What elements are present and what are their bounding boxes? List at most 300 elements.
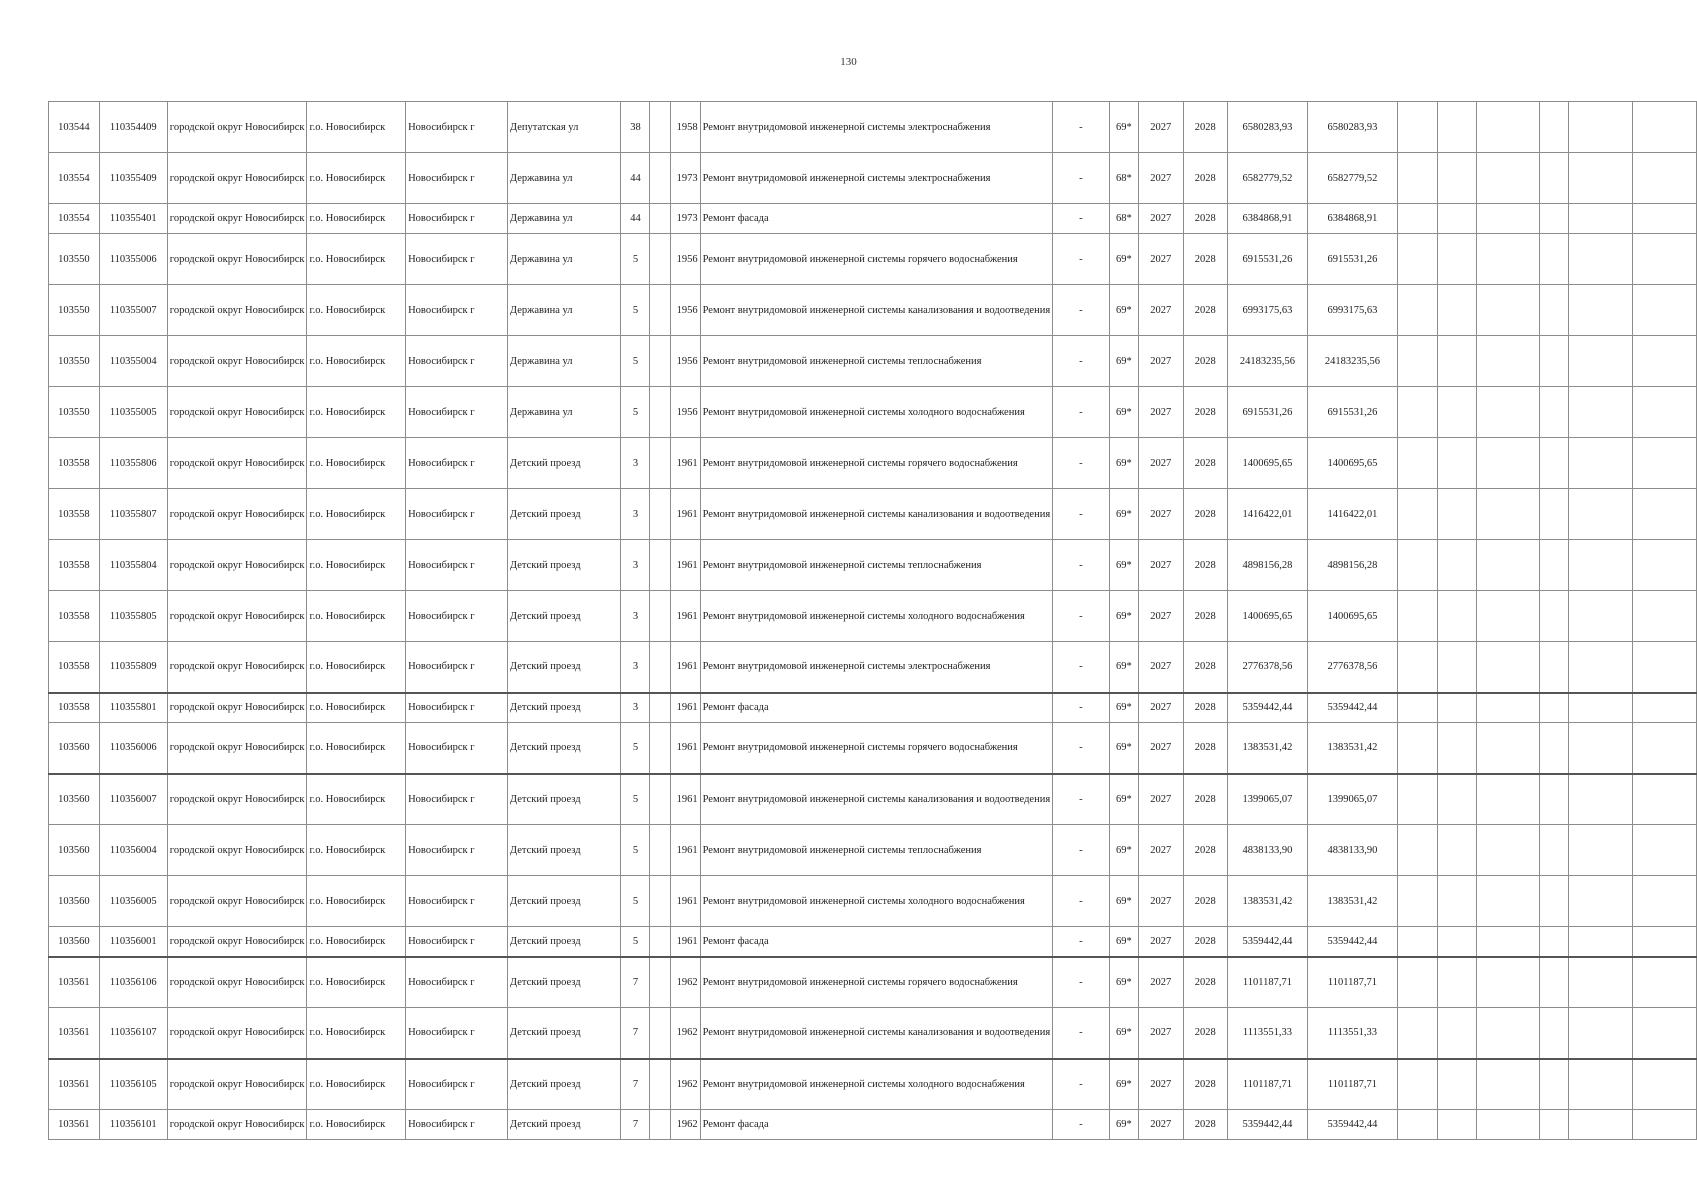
cell-building [650,438,670,489]
cell-work-code: 110354409 [99,102,167,153]
cell-empty [1539,204,1568,234]
cell-placeholder: - [1053,204,1110,234]
cell-total: 1400695,65 [1307,591,1397,642]
cell-placeholder: - [1053,153,1110,204]
cell-placeholder: - [1053,1008,1110,1059]
cell-build-year: 1961 [670,825,700,876]
cell-building [650,336,670,387]
cell-total: 2776378,56 [1307,642,1397,693]
cell-city: Новосибирск г [406,102,508,153]
cell-empty [1397,1008,1437,1059]
cell-empty [1397,876,1437,927]
cell-municipality: городской округ Новосибирск [167,540,307,591]
cell-build-year: 1961 [670,774,700,825]
cell-building [650,540,670,591]
cell-placeholder: - [1053,1059,1110,1110]
cell-municipality: городской округ Новосибирск [167,153,307,204]
cell-house-number: 3 [621,642,650,693]
table-row [49,642,1697,693]
cell-empty [1437,1110,1477,1140]
cell-house-number: 5 [621,876,650,927]
cell-house-number: 5 [621,927,650,957]
cell-empty [1632,693,1696,723]
cell-work-code: 110356001 [99,927,167,957]
cell-cost: 6580283,93 [1227,102,1307,153]
cell-city: Новосибирск г [406,387,508,438]
cell-empty [1437,336,1477,387]
cell-city: Новосибирск г [406,489,508,540]
cell-district: г.о. Новосибирск [307,234,406,285]
cell-cost: 1101187,71 [1227,957,1307,1008]
cell-empty [1539,957,1568,1008]
cell-year-to: 2028 [1183,591,1227,642]
cell-empty [1437,825,1477,876]
cell-house-number: 38 [621,102,650,153]
cell-city: Новосибирск г [406,204,508,234]
cell-house-id: 103550 [49,285,100,336]
cell-year-from: 2027 [1139,927,1183,957]
cell-empty [1632,438,1696,489]
cell-district: г.о. Новосибирск [307,774,406,825]
cell-empty [1397,693,1437,723]
cell-municipality: городской округ Новосибирск [167,234,307,285]
cell-year-to: 2028 [1183,438,1227,489]
cell-total: 5359442,44 [1307,927,1397,957]
cell-city: Новосибирск г [406,693,508,723]
cell-wear: 69* [1109,957,1138,1008]
cell-empty [1568,336,1632,387]
cell-empty [1437,153,1477,204]
cell-city: Новосибирск г [406,876,508,927]
cell-empty [1632,1059,1696,1110]
cell-wear: 69* [1109,234,1138,285]
cell-work-type: Ремонт внутридомовой инженерной системы канализования и водоотведения [700,1008,1053,1059]
cell-wear: 69* [1109,1059,1138,1110]
cell-empty [1397,957,1437,1008]
cell-house-id: 103560 [49,876,100,927]
cell-total: 1400695,65 [1307,438,1397,489]
cell-district: г.о. Новосибирск [307,204,406,234]
cell-empty [1397,825,1437,876]
cell-build-year: 1962 [670,957,700,1008]
cell-empty [1477,540,1540,591]
cell-empty [1632,489,1696,540]
cell-placeholder: - [1053,723,1110,774]
cell-empty [1437,387,1477,438]
cell-municipality: городской округ Новосибирск [167,927,307,957]
cell-building [650,774,670,825]
cell-empty [1568,438,1632,489]
cell-empty [1437,927,1477,957]
cell-house-id: 103558 [49,540,100,591]
cell-building [650,825,670,876]
cell-empty [1568,1008,1632,1059]
table-row [49,1110,1697,1140]
cell-total: 24183235,56 [1307,336,1397,387]
cell-year-to: 2028 [1183,1059,1227,1110]
cell-house-number: 3 [621,540,650,591]
cell-city: Новосибирск г [406,153,508,204]
cell-empty [1397,336,1437,387]
cell-build-year: 1961 [670,438,700,489]
cell-total: 5359442,44 [1307,693,1397,723]
cell-municipality: городской округ Новосибирск [167,723,307,774]
cell-total: 1383531,42 [1307,876,1397,927]
table-row [49,825,1697,876]
cell-building [650,204,670,234]
cell-work-code: 110356005 [99,876,167,927]
cell-year-to: 2028 [1183,927,1227,957]
cell-building [650,234,670,285]
cell-work-type: Ремонт внутридомовой инженерной системы электроснабжения [700,153,1053,204]
cell-cost: 1399065,07 [1227,774,1307,825]
cell-municipality: городской округ Новосибирск [167,489,307,540]
cell-house-id: 103558 [49,693,100,723]
cell-building [650,285,670,336]
cell-empty [1477,825,1540,876]
table-row [49,285,1697,336]
cell-year-from: 2027 [1139,153,1183,204]
cell-total: 6915531,26 [1307,387,1397,438]
cell-city: Новосибирск г [406,957,508,1008]
cell-municipality: городской округ Новосибирск [167,774,307,825]
cell-street: Депутатская ул [507,102,621,153]
cell-district: г.о. Новосибирск [307,438,406,489]
cell-work-type: Ремонт внутридомовой инженерной системы канализования и водоотведения [700,774,1053,825]
cell-year-to: 2028 [1183,102,1227,153]
cell-build-year: 1961 [670,489,700,540]
cell-building [650,957,670,1008]
cell-cost: 6915531,26 [1227,234,1307,285]
cell-empty [1539,153,1568,204]
cell-work-code: 110355006 [99,234,167,285]
cell-build-year: 1961 [670,591,700,642]
cell-empty [1568,489,1632,540]
cell-year-from: 2027 [1139,387,1183,438]
cell-year-to: 2028 [1183,387,1227,438]
cell-total: 6580283,93 [1307,102,1397,153]
cell-empty [1477,642,1540,693]
cell-work-type: Ремонт внутридомовой инженерной системы теплоснабжения [700,825,1053,876]
cell-year-to: 2028 [1183,1008,1227,1059]
cell-work-code: 110355809 [99,642,167,693]
cell-street: Детский проезд [507,489,621,540]
cell-empty [1568,285,1632,336]
cell-year-from: 2027 [1139,102,1183,153]
cell-placeholder: - [1053,693,1110,723]
cell-empty [1477,774,1540,825]
cell-empty [1632,102,1696,153]
cell-house-id: 103550 [49,336,100,387]
cell-city: Новосибирск г [406,774,508,825]
cell-empty [1539,336,1568,387]
cell-placeholder: - [1053,234,1110,285]
cell-wear: 69* [1109,102,1138,153]
table-row [49,591,1697,642]
table-row [49,723,1697,774]
cell-municipality: городской округ Новосибирск [167,102,307,153]
cell-work-type: Ремонт фасада [700,927,1053,957]
table-row [49,774,1697,825]
cell-house-id: 103558 [49,591,100,642]
cell-cost: 1416422,01 [1227,489,1307,540]
cell-year-from: 2027 [1139,204,1183,234]
cell-year-from: 2027 [1139,957,1183,1008]
cell-street: Детский проезд [507,1110,621,1140]
cell-year-from: 2027 [1139,642,1183,693]
cell-work-code: 110356105 [99,1059,167,1110]
cell-work-type: Ремонт внутридомовой инженерной системы теплоснабжения [700,336,1053,387]
cell-building [650,387,670,438]
cell-empty [1632,204,1696,234]
cell-empty [1539,642,1568,693]
cell-empty [1568,204,1632,234]
cell-building [650,1059,670,1110]
table-row [49,876,1697,927]
cell-empty [1437,876,1477,927]
cell-year-to: 2028 [1183,234,1227,285]
cell-placeholder: - [1053,540,1110,591]
cell-municipality: городской округ Новосибирск [167,1059,307,1110]
cell-year-to: 2028 [1183,876,1227,927]
cell-work-type: Ремонт фасада [700,693,1053,723]
cell-empty [1477,723,1540,774]
cell-house-id: 103561 [49,1059,100,1110]
cell-empty [1568,693,1632,723]
cell-placeholder: - [1053,438,1110,489]
cell-building [650,1110,670,1140]
cell-street: Державина ул [507,153,621,204]
cell-empty [1632,957,1696,1008]
cell-house-number: 5 [621,285,650,336]
cell-work-type: Ремонт внутридомовой инженерной системы холодного водоснабжения [700,387,1053,438]
cell-district: г.о. Новосибирск [307,153,406,204]
cell-total: 6993175,63 [1307,285,1397,336]
cell-year-from: 2027 [1139,825,1183,876]
cell-building [650,591,670,642]
cell-empty [1568,723,1632,774]
cell-empty [1539,489,1568,540]
cell-build-year: 1956 [670,285,700,336]
table-body [49,102,1697,1140]
cell-municipality: городской округ Новосибирск [167,825,307,876]
cell-empty [1397,153,1437,204]
cell-empty [1477,591,1540,642]
cell-empty [1632,1110,1696,1140]
cell-total: 1101187,71 [1307,1059,1397,1110]
cell-empty [1632,1008,1696,1059]
cell-empty [1437,693,1477,723]
cell-empty [1539,876,1568,927]
cell-building [650,489,670,540]
cell-house-id: 103560 [49,825,100,876]
cell-total: 5359442,44 [1307,1110,1397,1140]
cell-building [650,693,670,723]
cell-empty [1568,540,1632,591]
cell-wear: 69* [1109,591,1138,642]
cell-cost: 6582779,52 [1227,153,1307,204]
cell-empty [1437,285,1477,336]
cell-year-from: 2027 [1139,234,1183,285]
cell-empty [1477,1059,1540,1110]
cell-work-code: 110355804 [99,540,167,591]
page-number: 130 [840,56,857,68]
cell-work-type: Ремонт внутридомовой инженерной системы горячего водоснабжения [700,957,1053,1008]
cell-work-type: Ремонт внутридомовой инженерной системы холодного водоснабжения [700,591,1053,642]
cell-work-type: Ремонт внутридомовой инженерной системы холодного водоснабжения [700,876,1053,927]
cell-year-to: 2028 [1183,204,1227,234]
cell-work-type: Ремонт внутридомовой инженерной системы канализования и водоотведения [700,285,1053,336]
cell-wear: 69* [1109,540,1138,591]
cell-municipality: городской округ Новосибирск [167,204,307,234]
cell-work-type: Ремонт внутридомовой инженерной системы теплоснабжения [700,540,1053,591]
cell-empty [1568,1110,1632,1140]
cell-building [650,927,670,957]
cell-empty [1477,1110,1540,1140]
cell-empty [1397,591,1437,642]
cell-house-number: 5 [621,234,650,285]
cell-empty [1632,387,1696,438]
cell-municipality: городской округ Новосибирск [167,1008,307,1059]
cell-district: г.о. Новосибирск [307,723,406,774]
cell-house-id: 103561 [49,957,100,1008]
cell-placeholder: - [1053,825,1110,876]
cell-build-year: 1973 [670,204,700,234]
cell-year-from: 2027 [1139,723,1183,774]
cell-total: 1113551,33 [1307,1008,1397,1059]
cell-empty [1397,723,1437,774]
cell-build-year: 1961 [670,540,700,591]
cell-street: Детский проезд [507,438,621,489]
cell-municipality: городской округ Новосибирск [167,876,307,927]
cell-empty [1539,540,1568,591]
cell-city: Новосибирск г [406,234,508,285]
cell-empty [1477,876,1540,927]
cell-empty [1539,693,1568,723]
cell-empty [1539,102,1568,153]
cell-empty [1632,234,1696,285]
cell-placeholder: - [1053,591,1110,642]
cell-build-year: 1961 [670,927,700,957]
cell-empty [1539,234,1568,285]
cell-empty [1477,927,1540,957]
cell-year-from: 2027 [1139,876,1183,927]
cell-empty [1632,825,1696,876]
cell-wear: 69* [1109,774,1138,825]
cell-total: 4838133,90 [1307,825,1397,876]
cell-house-number: 7 [621,1059,650,1110]
cell-empty [1397,438,1437,489]
cell-house-number: 3 [621,591,650,642]
cell-empty [1539,927,1568,957]
cell-house-number: 5 [621,723,650,774]
cell-year-to: 2028 [1183,1110,1227,1140]
cell-build-year: 1962 [670,1059,700,1110]
cell-house-id: 103558 [49,489,100,540]
cell-wear: 69* [1109,1008,1138,1059]
cell-empty [1437,540,1477,591]
cell-empty [1632,540,1696,591]
cell-house-id: 103560 [49,774,100,825]
cell-build-year: 1956 [670,234,700,285]
cell-house-id: 103560 [49,723,100,774]
table-row [49,102,1697,153]
cell-street: Державина ул [507,387,621,438]
cell-empty [1477,234,1540,285]
cell-empty [1477,438,1540,489]
cell-placeholder: - [1053,876,1110,927]
cell-empty [1632,642,1696,693]
cell-house-id: 103554 [49,204,100,234]
cell-work-code: 110355807 [99,489,167,540]
cell-house-id: 103560 [49,927,100,957]
cell-cost: 24183235,56 [1227,336,1307,387]
cell-placeholder: - [1053,387,1110,438]
table-row [49,336,1697,387]
cell-empty [1632,336,1696,387]
cell-street: Детский проезд [507,927,621,957]
cell-empty [1477,693,1540,723]
cell-cost: 1400695,65 [1227,438,1307,489]
cell-house-id: 103550 [49,387,100,438]
cell-work-code: 110355005 [99,387,167,438]
cell-house-number: 7 [621,957,650,1008]
cell-cost: 1113551,33 [1227,1008,1307,1059]
cell-district: г.о. Новосибирск [307,1059,406,1110]
cell-house-id: 103554 [49,153,100,204]
cell-work-type: Ремонт внутридомовой инженерной системы канализования и водоотведения [700,489,1053,540]
cell-empty [1568,957,1632,1008]
cell-municipality: городской округ Новосибирск [167,1110,307,1140]
cell-work-code: 110355801 [99,693,167,723]
cell-total: 6915531,26 [1307,234,1397,285]
cell-year-to: 2028 [1183,153,1227,204]
cell-placeholder: - [1053,957,1110,1008]
cell-placeholder: - [1053,285,1110,336]
table-row [49,693,1697,723]
cell-house-number: 5 [621,336,650,387]
cell-street: Детский проезд [507,957,621,1008]
cell-street: Детский проезд [507,642,621,693]
cell-empty [1397,204,1437,234]
cell-build-year: 1958 [670,102,700,153]
cell-empty [1397,285,1437,336]
cell-placeholder: - [1053,927,1110,957]
cell-work-code: 110355805 [99,591,167,642]
cell-work-code: 110355806 [99,438,167,489]
cell-municipality: городской округ Новосибирск [167,438,307,489]
cell-empty [1437,591,1477,642]
cell-district: г.о. Новосибирск [307,642,406,693]
cell-wear: 68* [1109,153,1138,204]
cell-empty [1539,723,1568,774]
cell-cost: 1101187,71 [1227,1059,1307,1110]
cell-empty [1568,387,1632,438]
cell-street: Державина ул [507,204,621,234]
cell-empty [1632,723,1696,774]
table-row [49,927,1697,957]
cell-empty [1477,489,1540,540]
table-row [49,387,1697,438]
cell-empty [1477,1008,1540,1059]
cell-wear: 69* [1109,876,1138,927]
cell-empty [1632,153,1696,204]
cell-cost: 6993175,63 [1227,285,1307,336]
cell-work-code: 110355004 [99,336,167,387]
cell-empty [1437,489,1477,540]
cell-building [650,1008,670,1059]
cell-street: Державина ул [507,285,621,336]
